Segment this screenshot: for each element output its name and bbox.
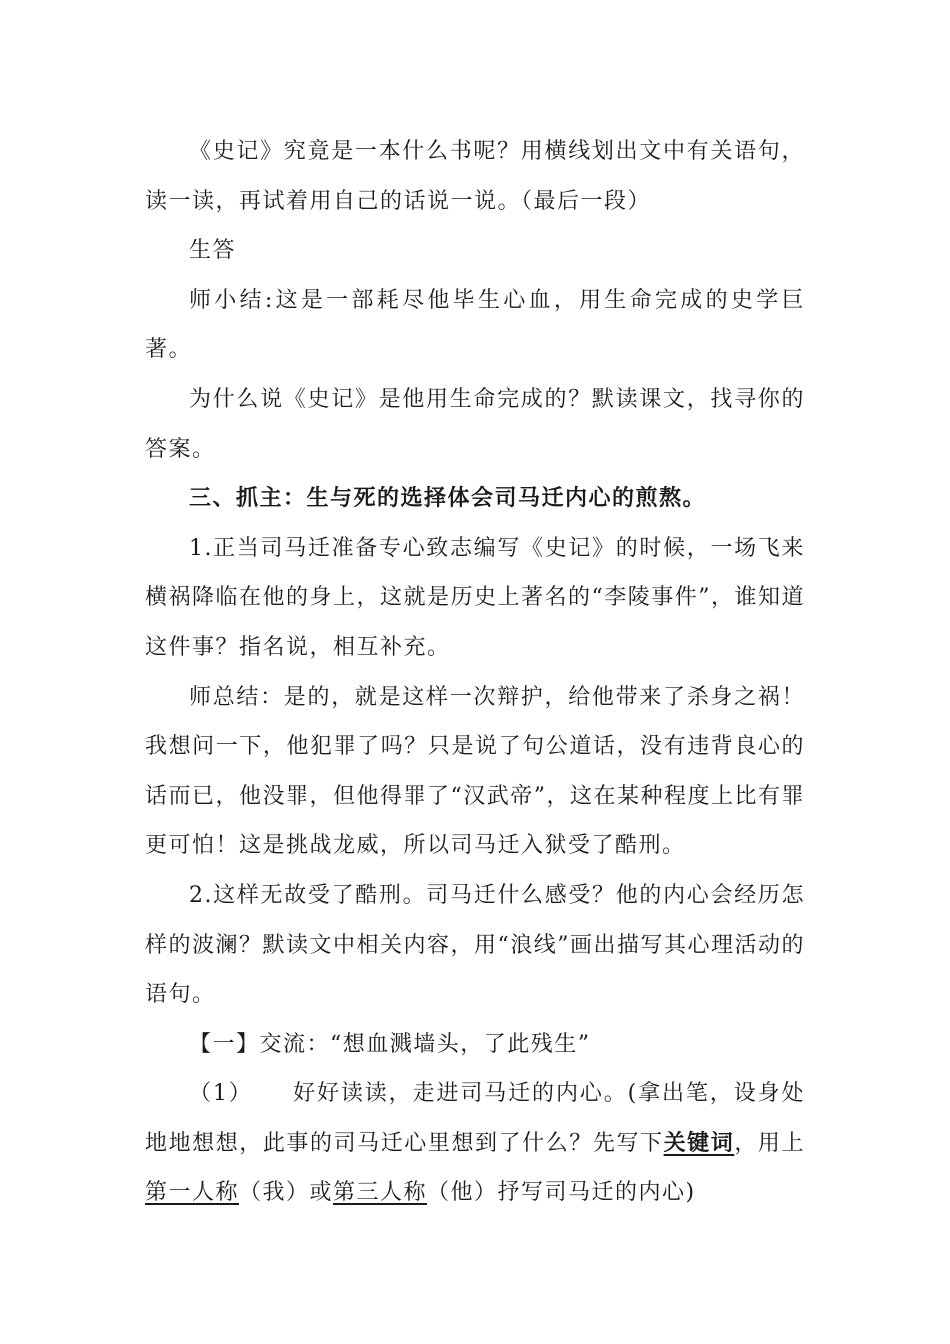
paragraph-teacher-summary: 师小结:这是一部耗尽他毕生心血，用生命完成的史学巨著。	[145, 287, 805, 363]
first-person-underlined: 第一人称	[145, 1180, 240, 1206]
paragraph-item-1: 1.正当司马迁准备专心致志编写《史记》的时候，一场飞来横祸降临在他的身上，这就是历史上著名的“李陵事件”，谁知道这件事？指名说，相互补充。	[145, 535, 805, 660]
paragraph-student-answer: 生答	[189, 238, 237, 264]
document-page	[145, 127, 805, 1218]
step-text-1: 好好读读，走进司马迁的内心。(拿出笔，设身处地地想想，此事的司马迁心里想到了什么？先写下	[145, 1081, 805, 1156]
section-heading-three: 三、抓主：生与死的选择体会司马迁内心的煎熬。	[189, 485, 707, 512]
keyword-emphasis: 关键词	[663, 1129, 735, 1156]
step-text-2: ，用上	[734, 1130, 805, 1156]
paragraph-step-1	[145, 1069, 805, 1218]
paragraph-item-2: 2.这样无故受了酷刑。司马迁什么感受？他的内心会经历怎样的波澜？默读文中相关内容，用“浪线”画出描写其心理活动的语句。	[145, 882, 805, 1008]
paragraph-teacher-conclusion: 师总结：是的，就是这样一次辩护，给他带来了杀身之祸！我想问一下，他犯罪了吗？只是说了句公道话，没有违背良心的话而已，他没罪，但他得罪了“汉武帝”，这在某种程度上比有罪更可怕！这是挑战龙威，所以司马迁入狱受了酷刑。	[145, 684, 805, 859]
third-person-underlined: 第三人称	[333, 1180, 428, 1206]
paragraph-why-question: 为什么说《史记》是他用生命完成的？默读课文，找寻你的答案。	[145, 386, 805, 462]
paragraph-shiji-question: 《史记》究竟是一本什么书呢？用横线划出文中有关语句，读一读，再试着用自己的话说一说。（最后一段）	[145, 139, 805, 214]
step-text-4: （他）抒写司马迁的内心)	[427, 1180, 696, 1206]
paragraph-exchange-one: 【一】交流：“想血溅墙头，了此残生”	[189, 1031, 591, 1057]
step-text-3: （我）或	[239, 1180, 334, 1206]
step-number: （1）	[189, 1081, 253, 1107]
